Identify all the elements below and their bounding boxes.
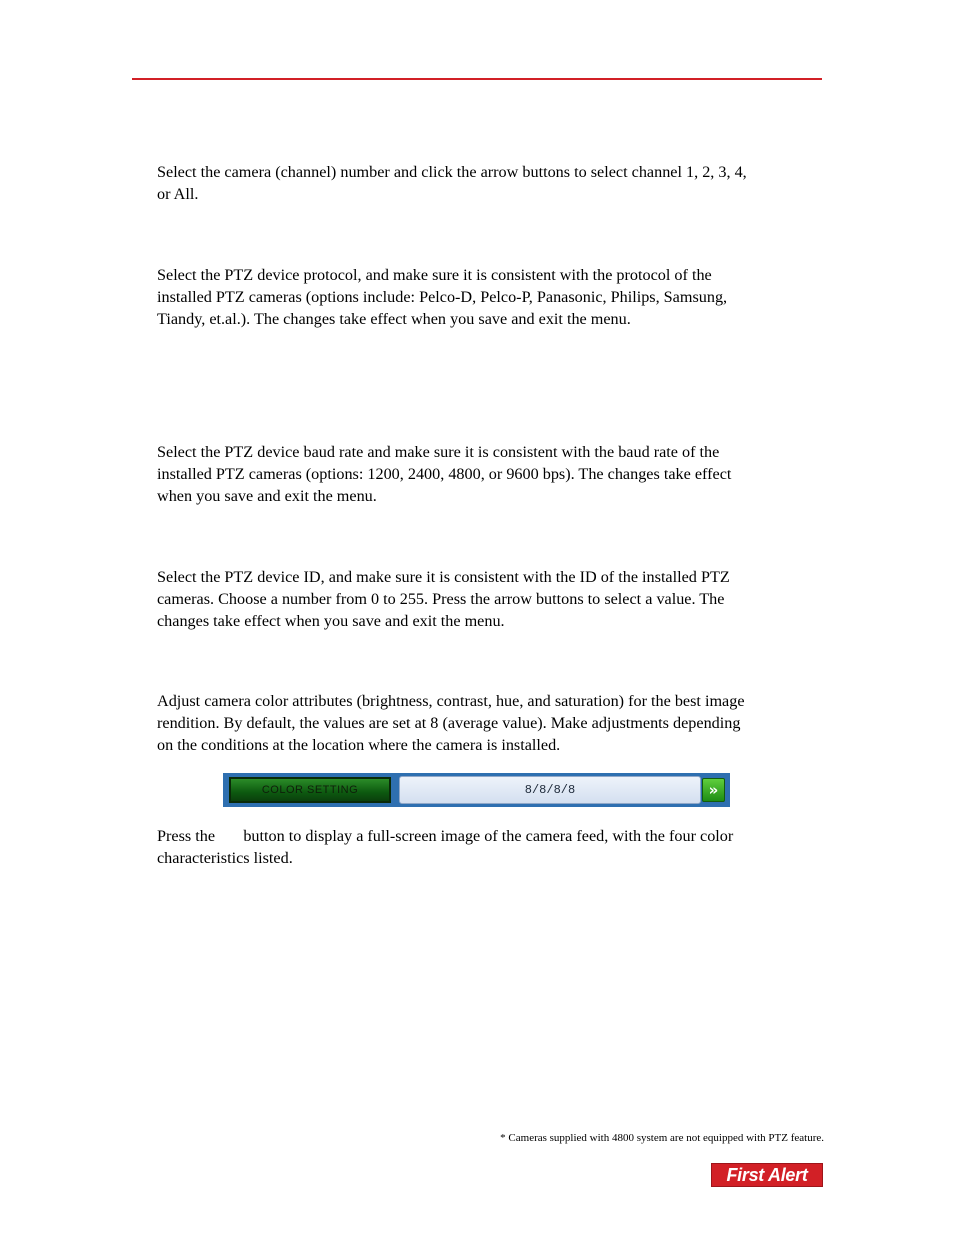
color-setting-bar [223,773,730,807]
paragraph-baud-rate: Select the PTZ device baud rate and make sure it is consistent with the baud rate of the installed PTZ cameras (options: 1200, 2400, 4800, or 9600 bps). The changes take effect when you save and exit the menu. [157,443,732,505]
footnote: * Cameras supplied with 4800 system are not equipped with PTZ feature. [500,1132,824,1144]
paragraph-protocol: Select the PTZ device protocol, and make sure it is consistent with the protocol of the installed PTZ cameras (options include: Pelco-D, Pelco-P, Panasonic, Philips, Samsung, Tiandy, et.al.). The changes take effect when you save and exit the menu. [157,266,728,328]
color-setting-label: COLOR SETTING [229,777,391,803]
double-chevron-right-icon[interactable]: » [702,778,725,802]
header-rule [132,78,822,80]
paragraph-channel: Select the camera (channel) number and click the arrow buttons to select channel 1, 2, 3, 4, or All. [157,163,747,203]
color-setting-value[interactable]: 8/8/8/8 [399,776,701,804]
paragraph-device-id: Select the PTZ device ID, and make sure it is consistent with the ID of the installed PTZ cameras. Choose a number from 0 to 255. Press the arrow buttons to select a value. The changes take effect when you save and exit the menu. [157,568,730,630]
paragraph-color: Adjust camera color attributes (brightness, contrast, hue, and saturation) for the best image rendition. By default, the values are set at 8 (average value). Make adjustments depending on the conditions at the location where the camera is installed. [157,692,745,754]
paragraph-press: Press the button to display a full-screen image of the camera feed, with the four color characteristics listed. [157,827,734,867]
first-alert-logo: First Alert [711,1163,823,1187]
